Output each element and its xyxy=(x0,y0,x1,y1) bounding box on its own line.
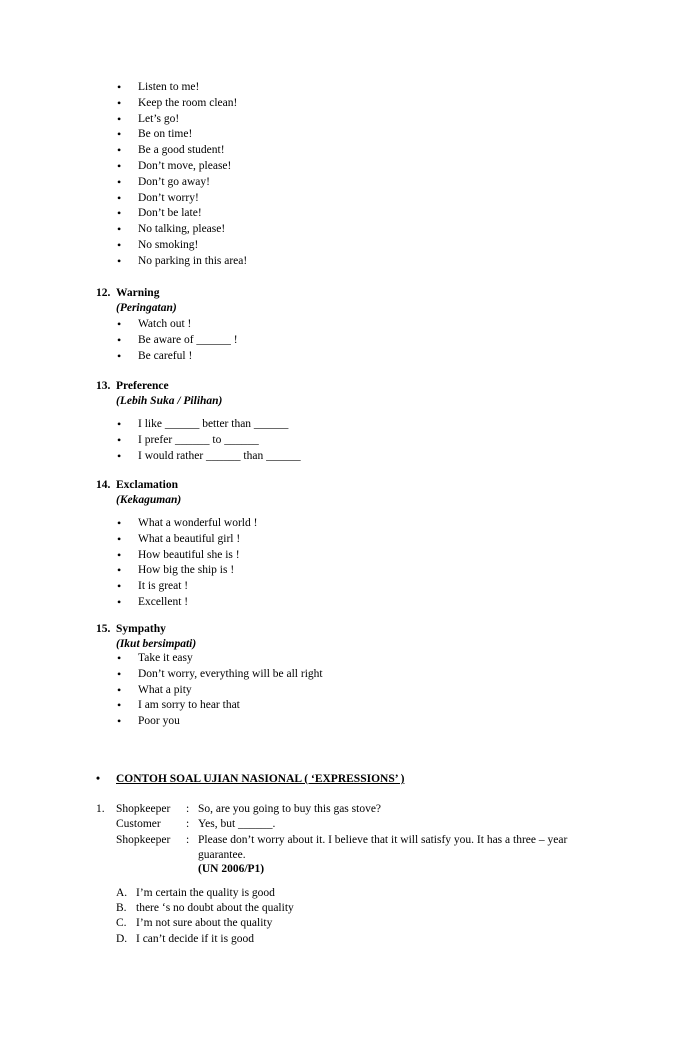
section-number: 13. xyxy=(96,380,111,392)
sympathy-list xyxy=(117,651,323,730)
colon: : xyxy=(186,818,190,831)
section-title-text: Exclamation xyxy=(116,479,178,491)
question-source: (UN 2006/P1) xyxy=(198,863,265,875)
list-item: • Poor you xyxy=(117,714,323,730)
answer-option[interactable] xyxy=(116,901,294,916)
list-item: • Keep the room clean! xyxy=(117,96,247,112)
dialogue-text: Yes, but ______. xyxy=(198,818,276,831)
warning-list xyxy=(117,317,238,364)
section-title-text: Preference xyxy=(116,380,169,392)
dialogue-text: So, are you going to buy this gas stove? xyxy=(198,803,382,815)
bullet-icon: • xyxy=(96,773,101,785)
list-item: • Be on time! xyxy=(117,127,247,143)
section-subtitle: (Peringatan) xyxy=(116,302,177,314)
list-item: • Don’t worry! xyxy=(117,191,247,207)
option-text: I’m certain the quality is good xyxy=(136,887,275,899)
section-title-warning xyxy=(96,287,159,299)
list-item: • Let’s go! xyxy=(117,112,247,128)
list-item: • Excellent ! xyxy=(117,595,257,611)
question-number: 1. xyxy=(96,803,105,815)
option-letter: C. xyxy=(116,917,127,930)
question-dialogue xyxy=(96,802,636,863)
answer-option[interactable] xyxy=(116,916,294,931)
option-text: I can’t decide if it is good xyxy=(136,932,254,945)
answer-options xyxy=(116,886,294,947)
example-heading xyxy=(96,773,404,785)
list-item: • No parking in this area! xyxy=(117,254,247,270)
section-subtitle: (Lebih Suka / Pilihan) xyxy=(116,395,223,407)
list-item: • How big the ship is ! xyxy=(117,563,257,579)
colon: : xyxy=(186,803,190,815)
option-text: I’m not sure about the quality xyxy=(136,917,273,930)
exclamation-list xyxy=(117,516,257,611)
section-subtitle: (Kekaguman) xyxy=(116,494,182,506)
list-item: • What a beautiful girl ! xyxy=(117,532,257,548)
list-item: • Don’t go away! xyxy=(117,175,247,191)
list-item: • Be careful ! xyxy=(117,349,238,365)
section-title-exclamation xyxy=(96,479,178,491)
list-item: • It is great ! xyxy=(117,579,257,595)
option-text: there ‘s no doubt about the quality xyxy=(136,902,294,915)
speaker-label: Customer xyxy=(116,818,161,831)
list-item: • I would rather ______ than ______ xyxy=(117,449,301,465)
list-item: • Don’t be late! xyxy=(117,206,247,222)
section-number: 12. xyxy=(96,287,111,299)
section-title-preference xyxy=(96,380,169,392)
list-item: • Don’t worry, everything will be all right xyxy=(117,667,323,683)
list-item: • Don’t move, please! xyxy=(117,159,247,175)
dialogue-text-continued: guarantee. xyxy=(198,848,246,861)
section-subtitle: (Ikut bersimpati) xyxy=(116,638,197,650)
list-item: • Be a good student! xyxy=(117,143,247,159)
answer-option[interactable] xyxy=(116,886,294,901)
section-title-text: Sympathy xyxy=(116,623,166,635)
dialogue-text: Please don’t worry about it. I believe that it will satisfy you. It has a three – year xyxy=(198,833,568,846)
list-item: • No smoking! xyxy=(117,238,247,254)
list-item: • How beautiful she is ! xyxy=(117,548,257,564)
colon: : xyxy=(186,833,190,846)
section-title-sympathy xyxy=(96,623,166,635)
list-item: • Be aware of ______ ! xyxy=(117,333,238,349)
list-item: • No talking, please! xyxy=(117,222,247,238)
intro-bullet-list xyxy=(117,80,247,270)
list-item: • I prefer ______ to ______ xyxy=(117,433,301,449)
dialogue-line xyxy=(96,802,636,817)
dialogue-line xyxy=(96,817,636,832)
preference-list xyxy=(117,417,301,464)
section-number: 15. xyxy=(96,623,111,635)
list-item: • Watch out ! xyxy=(117,317,238,333)
list-item: • Listen to me! xyxy=(117,80,247,96)
list-item: • I like ______ better than ______ xyxy=(117,417,301,433)
answer-option[interactable] xyxy=(116,932,294,947)
example-heading-text: CONTOH SOAL UJIAN NASIONAL ( ‘EXPRESSIONS’ ) xyxy=(116,773,405,785)
section-number: 14. xyxy=(96,479,111,491)
list-item: • I am sorry to hear that xyxy=(117,698,323,714)
list-item: • What a wonderful world ! xyxy=(117,516,257,532)
dialogue-line xyxy=(96,833,636,864)
option-letter: D. xyxy=(116,932,128,945)
option-letter: A. xyxy=(116,887,128,899)
option-letter: B. xyxy=(116,902,127,915)
section-title-text: Warning xyxy=(116,287,160,299)
speaker-label: Shopkeeper xyxy=(116,833,171,846)
list-item: • What a pity xyxy=(117,683,323,699)
speaker-label: Shopkeeper xyxy=(116,803,171,815)
list-item: • Take it easy xyxy=(117,651,323,667)
